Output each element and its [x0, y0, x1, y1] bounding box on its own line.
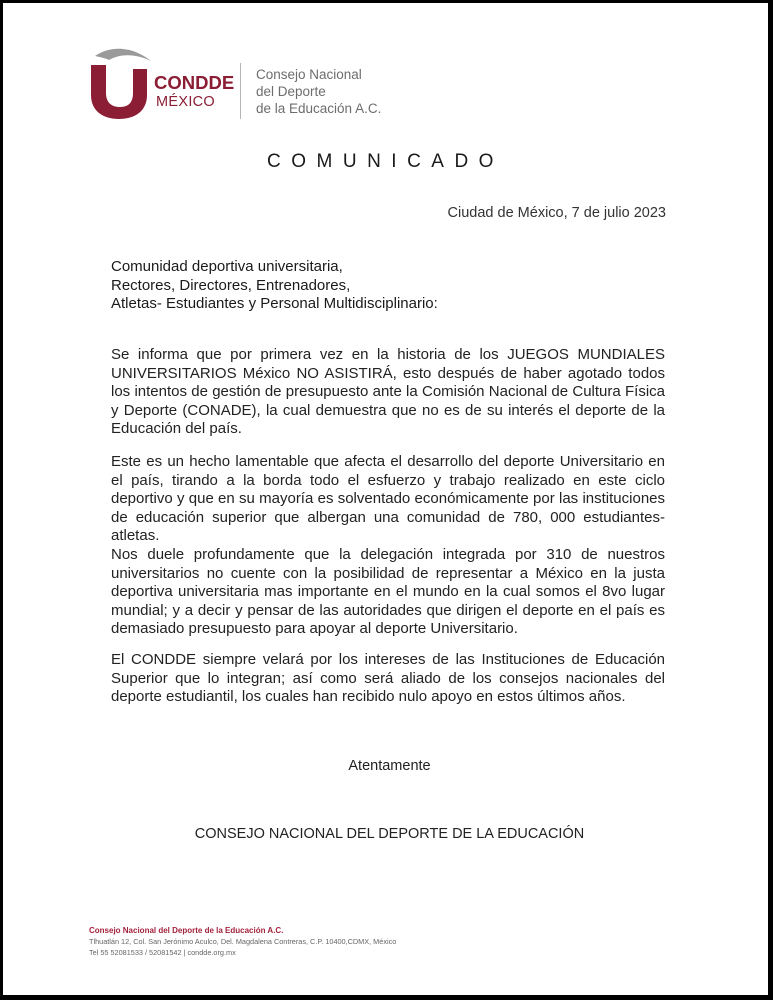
salutation-line: Atletas- Estudiantes y Personal Multidisciplinario:	[111, 295, 438, 312]
salutation-line: Rectores, Directores, Entrenadores,	[111, 276, 351, 294]
document-date: Ciudad de México, 7 de julio 2023	[447, 205, 666, 221]
body-paragraph: Se informa que por primera vez en la historia de los JUEGOS MUNDIALES UNIVERSITARIOS México NO ASISTIRÁ, esto después de haber agotado todos los intentos de gestión de presupuesto ante la Comisión Nacional de Cultura Física y Deporte (CONADE), la cual demuestra que no es de su interés el deporte de la Educación del país.	[111, 346, 665, 438]
logo-divider	[240, 63, 241, 119]
condde-emblem-icon	[87, 47, 157, 123]
logo-country: MÉXICO	[156, 94, 215, 110]
document-title: COMUNICADO	[267, 151, 504, 172]
body-paragraph: Nos duele profundamente que la delegación integrada por 310 de nuestros universitarios no cuente con la posibilidad de representar a México en la justa deportiva universitaria mas importante en el mundo en la cual somos el 8vo lugar mundial; y a decir y pensar de las autoridades que dirigen el deporte en el país es demasiado presupuesto para apoyar al deporte Universitario.	[111, 546, 665, 638]
condde-logo	[87, 47, 387, 123]
logo-name: CONDDE	[154, 72, 235, 93]
org-line: del Deporte	[256, 84, 326, 99]
body-paragraph: Este es un hecho lamentable que afecta el desarrollo del deporte Universitario en el país, tirando a la borda todo el esfuerzo y trabajo realizado en este ciclo deportivo y que en su mayoría es solventado económicamente por las instituciones de educación superior que albergan una comunidad de 780, 000 estudiantes-atletas.	[111, 453, 665, 545]
signature: CONSEJO NACIONAL DEL DEPORTE DE LA EDUCACIÓN	[194, 826, 585, 842]
salutation	[111, 258, 438, 314]
org-line: de la Educación A.C.	[256, 101, 382, 116]
footer-contact: Tel 55 52081533 / 52081542 | condde.org.mx	[89, 948, 236, 957]
swoosh-icon	[95, 49, 151, 61]
u-shape-icon	[91, 65, 147, 119]
org-line: Consejo Nacional	[256, 67, 362, 82]
closing: Atentamente	[348, 758, 431, 774]
org-name-block	[256, 66, 381, 117]
footer	[89, 925, 396, 958]
footer-org: Consejo Nacional del Deporte de la Educación A.C.	[89, 926, 284, 935]
footer-address: Tlhuatlán 12, Col. San Jerónimo Aculco, Del. Magdalena Contreras, C.P. 10400,CDMX, México	[89, 937, 397, 946]
document-page	[3, 3, 768, 995]
salutation-line: Comunidad deportiva universitaria,	[111, 258, 343, 275]
body-paragraph: El CONDDE siempre velará por los intereses de las Instituciones de Educación Superior que lo integran; así como será aliado de los consejos nacionales del deporte estudiantil, los cuales han recibido nulo apoyo en estos últimos años.	[111, 651, 665, 706]
